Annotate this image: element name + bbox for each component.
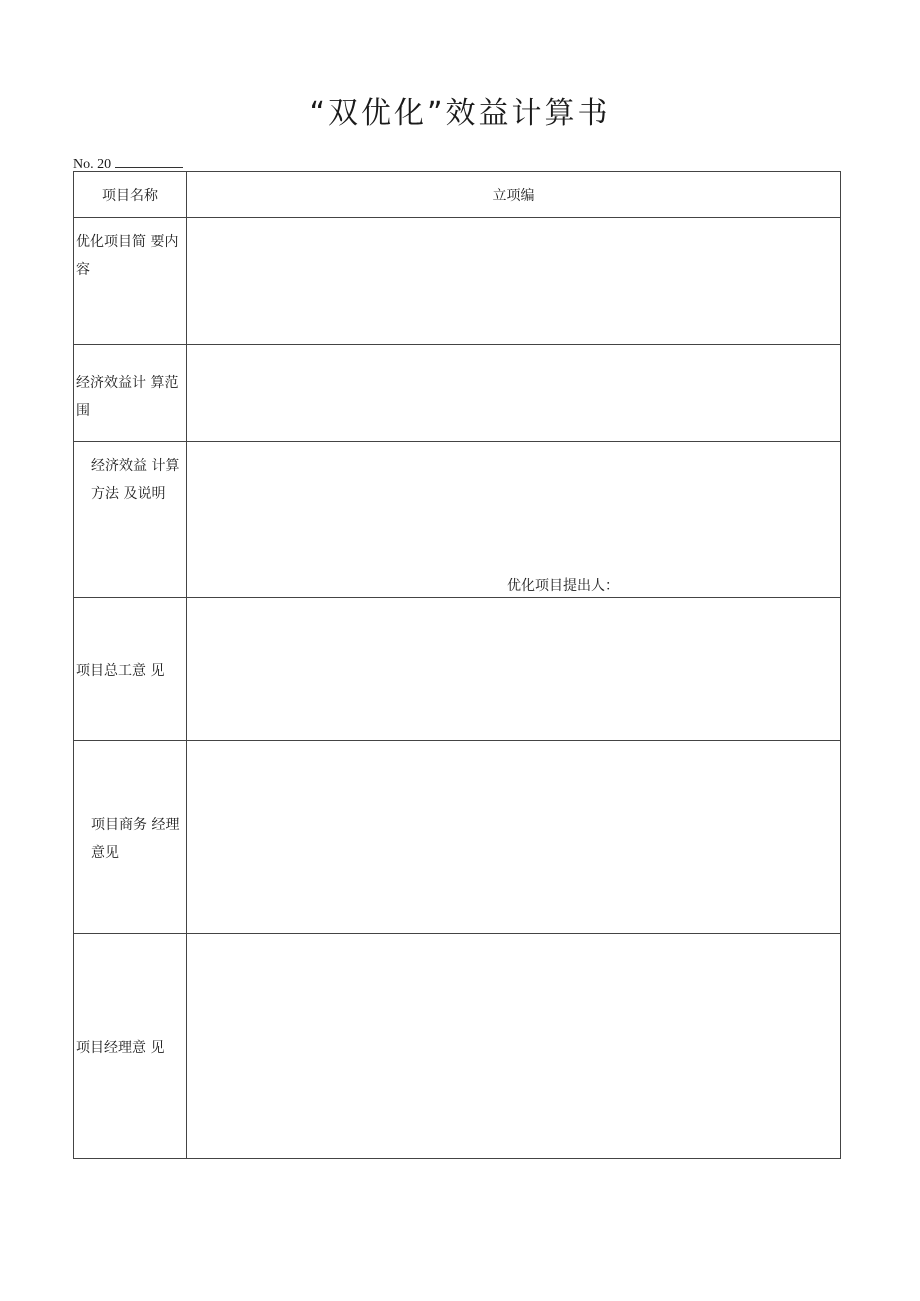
row-business-manager <box>74 741 841 934</box>
scope-label: 经济效益计 算范围 <box>76 375 179 419</box>
business-manager-opinion-cell[interactable] <box>187 741 841 934</box>
scope-label-cell <box>74 345 187 442</box>
document-number-blank[interactable] <box>115 155 183 168</box>
method-label: 经济效益 计算方法 及说明 <box>91 458 180 502</box>
method-label-cell <box>74 442 187 598</box>
chief-engineer-label: 项目总工意 见 <box>76 663 165 679</box>
chief-engineer-opinion-cell[interactable] <box>187 598 841 741</box>
row-project-manager <box>74 934 841 1159</box>
brief-label-cell <box>74 218 187 345</box>
chief-engineer-label-cell <box>74 598 187 741</box>
scope-content-cell[interactable] <box>187 345 841 442</box>
row-scope <box>74 345 841 442</box>
project-name-label: 项目名称 <box>102 187 158 204</box>
project-manager-opinion-cell[interactable] <box>187 934 841 1159</box>
project-id-label: 立项编 <box>492 187 535 204</box>
method-content-cell[interactable] <box>187 442 841 598</box>
document-number-label: No. 20 <box>73 157 112 172</box>
document-title: “双优化”效益计算书 <box>309 96 611 131</box>
brief-label: 优化项目简 要内容 <box>76 234 179 278</box>
row-chief-engineer <box>74 598 841 741</box>
row-project-name <box>74 172 841 218</box>
proposer-label: 优化项目提出人： <box>507 578 619 594</box>
brief-content-cell[interactable] <box>187 218 841 345</box>
project-name-label-cell <box>74 172 187 218</box>
row-brief <box>74 218 841 345</box>
row-method <box>74 442 841 598</box>
project-id-cell[interactable] <box>187 172 841 218</box>
business-manager-label-cell <box>74 741 187 934</box>
business-manager-label: 项目商务 经理意见 <box>91 817 180 861</box>
project-manager-label: 项目经理意 见 <box>76 1040 165 1056</box>
project-manager-label-cell <box>74 934 187 1159</box>
benefit-calculation-form <box>73 171 841 1159</box>
